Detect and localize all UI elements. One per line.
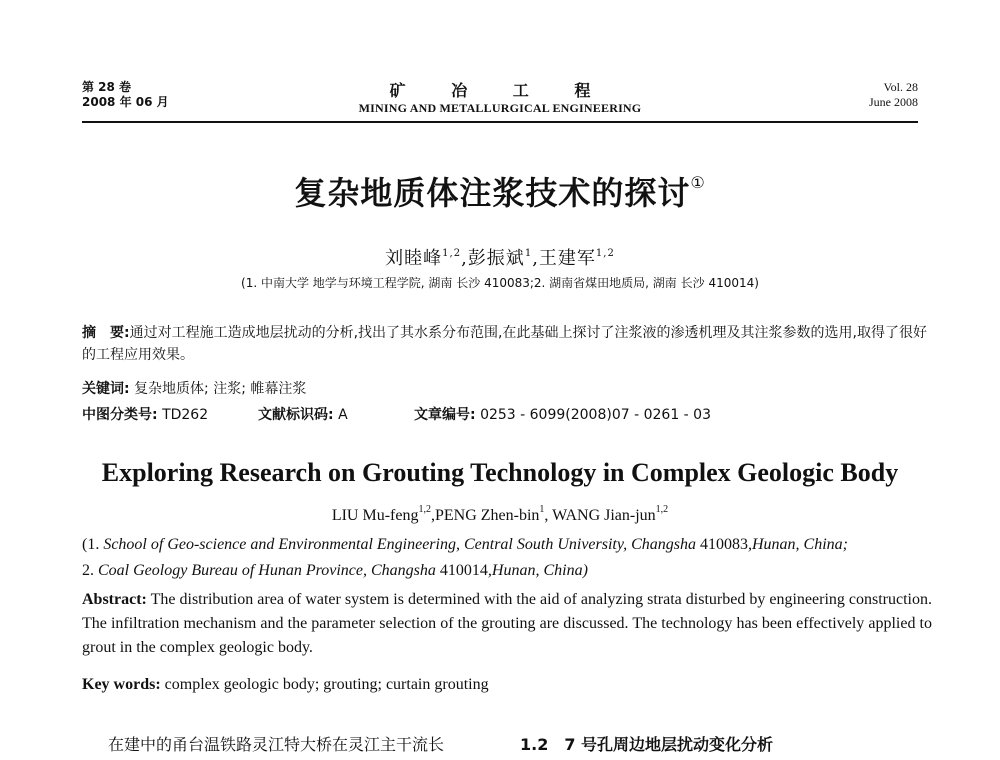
art-value: 0253 - 6099(2008)07 - 0261 - 03: [480, 407, 711, 423]
aff-en-2-tail: ,Hunan, China): [487, 562, 588, 579]
title-cn-text: 复杂地质体注浆技术的探讨: [294, 174, 691, 212]
journal-name-cn: 矿 冶 工 程: [389, 81, 611, 100]
author-en-3-sup: 1,2: [655, 504, 669, 515]
abstract-cn: [82, 322, 932, 366]
doc-code: [258, 404, 348, 424]
title-cn: [0, 168, 1000, 214]
keywords-en: [82, 676, 489, 694]
author-cn-3: 王建军: [538, 248, 596, 269]
aff-en-1-italic: School of Geo-science and Environmental Engineering, Central South University, Changsha: [103, 536, 696, 553]
author-en-1-sup: 1,2: [418, 504, 431, 515]
author-cn-2-sup: 1: [524, 248, 533, 259]
aff-en-2-prefix: 2.: [82, 562, 94, 579]
aff-en-2-zip: 410014: [439, 562, 488, 579]
aff-en-1-zip: 410083: [699, 536, 748, 553]
author-en-1: LIU Mu-feng: [331, 507, 419, 524]
header-journal: [0, 78, 1000, 116]
keywords-cn-label: 关键词:: [82, 381, 130, 397]
aff-en-1-tail: ,Hunan, China;: [747, 536, 848, 553]
date-cn: 2008 年 06 月: [82, 95, 169, 109]
doc-value: A: [338, 407, 348, 423]
abstract-cn-label: 摘 要:: [82, 325, 130, 341]
journal-name-en: MINING AND METALLURGICAL ENGINEERING: [358, 101, 642, 115]
author-en-3: WANG Jian-jun: [552, 507, 656, 524]
author-en-2-sup: 1: [539, 504, 545, 515]
section-heading-right: 1.2 7 号孔周边地层扰动变化分析: [520, 735, 774, 754]
title-footnote-mark: ①: [690, 173, 706, 192]
abstract-en-text: The distribution area of water system is determined with the aid of analyzing strata disturbed by engineering construction. The infiltration mechanism and the parameter selection of the grouting are discussed. The technology has been effectively applied to grout in the complex geologic body.: [82, 591, 932, 656]
affiliation-en-line-2: [82, 562, 942, 580]
art-label: 文章编号:: [414, 407, 476, 423]
abstract-en: [82, 588, 932, 660]
author-cn-3-sup: 1,2: [595, 248, 615, 259]
header-right: [869, 80, 918, 110]
header-rule: [82, 121, 918, 123]
keywords-cn-text: 复杂地质体; 注浆; 帷幕注浆: [134, 381, 307, 397]
abstract-cn-text: 通过对工程施工造成地层扰动的分析,找出了其水系分布范围,在此基础上探讨了注浆液的渗透机理及其注浆参数的选用,取得了很好的工程应用效果。: [82, 325, 927, 363]
affiliation-en-line-1: [82, 536, 942, 554]
author-en-2: PENG Zhen-bin: [434, 507, 540, 524]
authors-cn: 刘睦峰$^{1,2}$,彭振斌$^1$,王建军$^{1,2}$: [385, 248, 615, 269]
authors-en: LIU Mu-feng$^{1,2}$,PENG Zhen-bin$^1$, WANG Jian-jun$^{1,2}$: [331, 504, 669, 524]
aff-en-1-prefix: (1.: [82, 536, 100, 553]
doc-label: 文献标识码:: [258, 407, 334, 423]
article-number: [414, 404, 711, 424]
author-cn-1: 刘睦峰: [385, 248, 443, 269]
volume-en: Vol. 28: [883, 80, 918, 94]
abstract-en-label: Abstract:: [82, 591, 147, 608]
clc-value: TD262: [162, 407, 209, 423]
body-text-left: 在建中的甬台温铁路灵江特大桥在灵江主干流长: [108, 735, 445, 754]
title-en: Exploring Research on Grouting Technology in Complex Geologic Body: [101, 458, 899, 487]
keywords-en-text: complex geologic body; grouting; curtain grouting: [164, 676, 489, 693]
affiliation-cn: (1. 中南大学 地学与环境工程学院, 湖南 长沙 410083;2. 湖南省煤田地质局, 湖南 长沙 410014): [241, 276, 759, 290]
date-en: June 2008: [869, 95, 918, 109]
volume-cn: 第 28 卷: [82, 80, 132, 94]
clc-label: 中图分类号:: [82, 407, 158, 423]
keywords-en-label: Key words:: [82, 676, 161, 693]
author-cn-2: 彭振斌: [467, 248, 525, 269]
aff-en-2-italic: Coal Geology Bureau of Hunan Province, Changsha: [98, 562, 436, 579]
author-cn-1-sup: 1,2: [442, 248, 462, 259]
clc-number: [82, 404, 208, 424]
keywords-cn: [82, 378, 306, 398]
